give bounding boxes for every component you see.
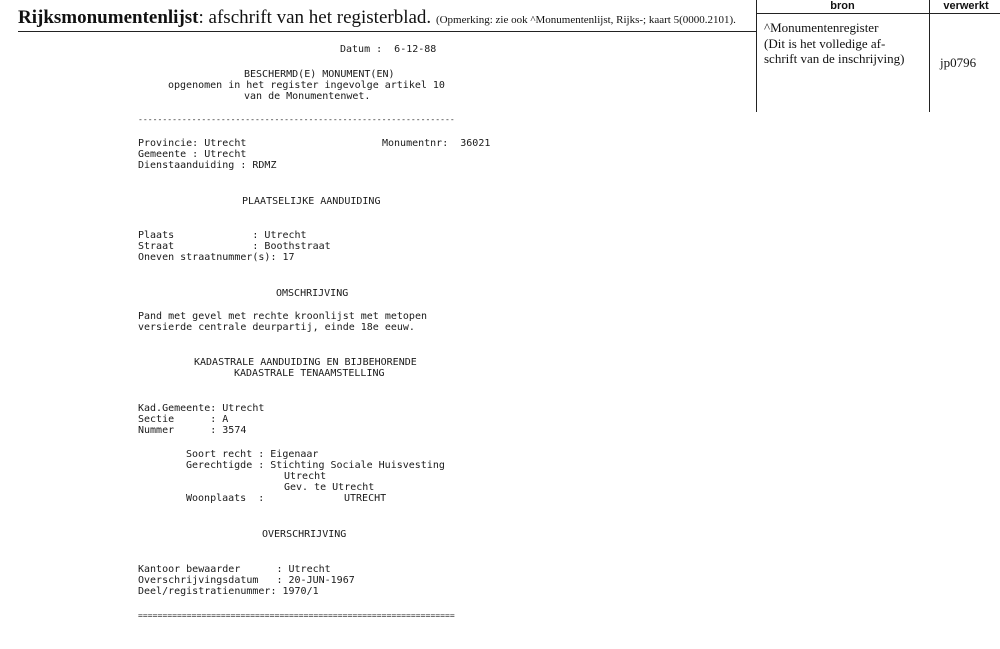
woonplaats-value: UTRECHT [344,493,387,504]
title-note: (Opmerking: zie ook ^Monumentenlijst, Rijks-; kaart 5(0000.2101). [435,14,736,26]
title-rest: : afschrift van het registerblad. [198,7,432,28]
section-heading-omschrijving: OMSCHRIJVING [276,288,349,299]
kad-gemeente: Kad.Gemeente: Utrecht [138,403,265,414]
provincie: Provincie: Utrecht [138,138,247,149]
gemeente: Gemeente : Utrecht [138,149,247,160]
omschrijving-line-2: versierde centrale deurpartij, einde 18e eeuw. [138,322,415,333]
column-header-verwerkt: verwerkt [943,0,989,12]
heading-line-2: opgenomen in het register ingevolge artikel 10 [168,80,445,91]
double-rule: ================================================================= [138,610,455,620]
straat: Straat : Boothstraat [138,241,331,252]
soort-recht: Soort recht : Eigenaar [186,449,319,460]
oneven-straatnummers: Oneven straatnummer(s): 17 [138,252,295,263]
overschrijvingsdatum: Overschrijvingsdatum : 20-JUN-1967 [138,575,355,586]
woonplaats-label: Woonplaats : [186,493,265,504]
heading-line-3: van de Monumentenwet. [244,91,371,102]
bron-line: schrift van de inschrijving) [764,51,905,66]
column-header-bron: bron [830,0,855,12]
gerechtigde: Gerechtigde : Stichting Sociale Huisvesting [186,460,445,471]
bron-line: ^Monumentenregister [764,20,879,35]
sectie: Sectie : A [138,414,229,425]
kadastrale-heading-line-1: KADASTRALE AANDUIDING EN BIJBEHORENDE [194,357,417,368]
nummer: Nummer : 3574 [138,425,247,436]
dashed-rule: ----------------------------------------------------------------- [138,114,455,124]
datum: Datum : 6-12-88 [340,44,437,55]
verwerkt-cell: jp0796 [940,55,977,70]
title-bold: Rijksmonumentenlijst [18,7,199,28]
gerechtigde-continuation-1: Utrecht [284,471,327,482]
section-heading-plaatselijke: PLAATSELIJKE AANDUIDING [242,196,381,207]
gerechtigde-continuation-2: Gev. te Utrecht [284,482,375,493]
table-column-divider [929,0,930,112]
bron-cell [764,20,904,67]
deel-registratienummer: Deel/registratienummer: 1970/1 [138,586,319,597]
table-header-divider [756,13,1000,14]
kantoor-bewaarder: Kantoor bewaarder : Utrecht [138,564,331,575]
header-divider [18,31,757,32]
heading-line-1: BESCHERMD(E) MONUMENT(EN) [244,69,395,80]
page-title [18,7,736,29]
omschrijving-line-1: Pand met gevel met rechte kroonlijst met metopen [138,311,427,322]
bron-line: (Dit is het volledige af- [764,35,886,51]
dienstaanduiding: Dienstaanduiding : RDMZ [138,160,277,171]
kadastrale-heading-line-2: KADASTRALE TENAAMSTELLING [234,368,385,379]
source-table [756,0,1000,112]
plaats: Plaats : Utrecht [138,230,307,241]
table-border-left [756,0,757,112]
monumentnr: Monumentnr: 36021 [382,138,491,149]
section-heading-overschrijving: OVERSCHRIJVING [262,529,347,540]
